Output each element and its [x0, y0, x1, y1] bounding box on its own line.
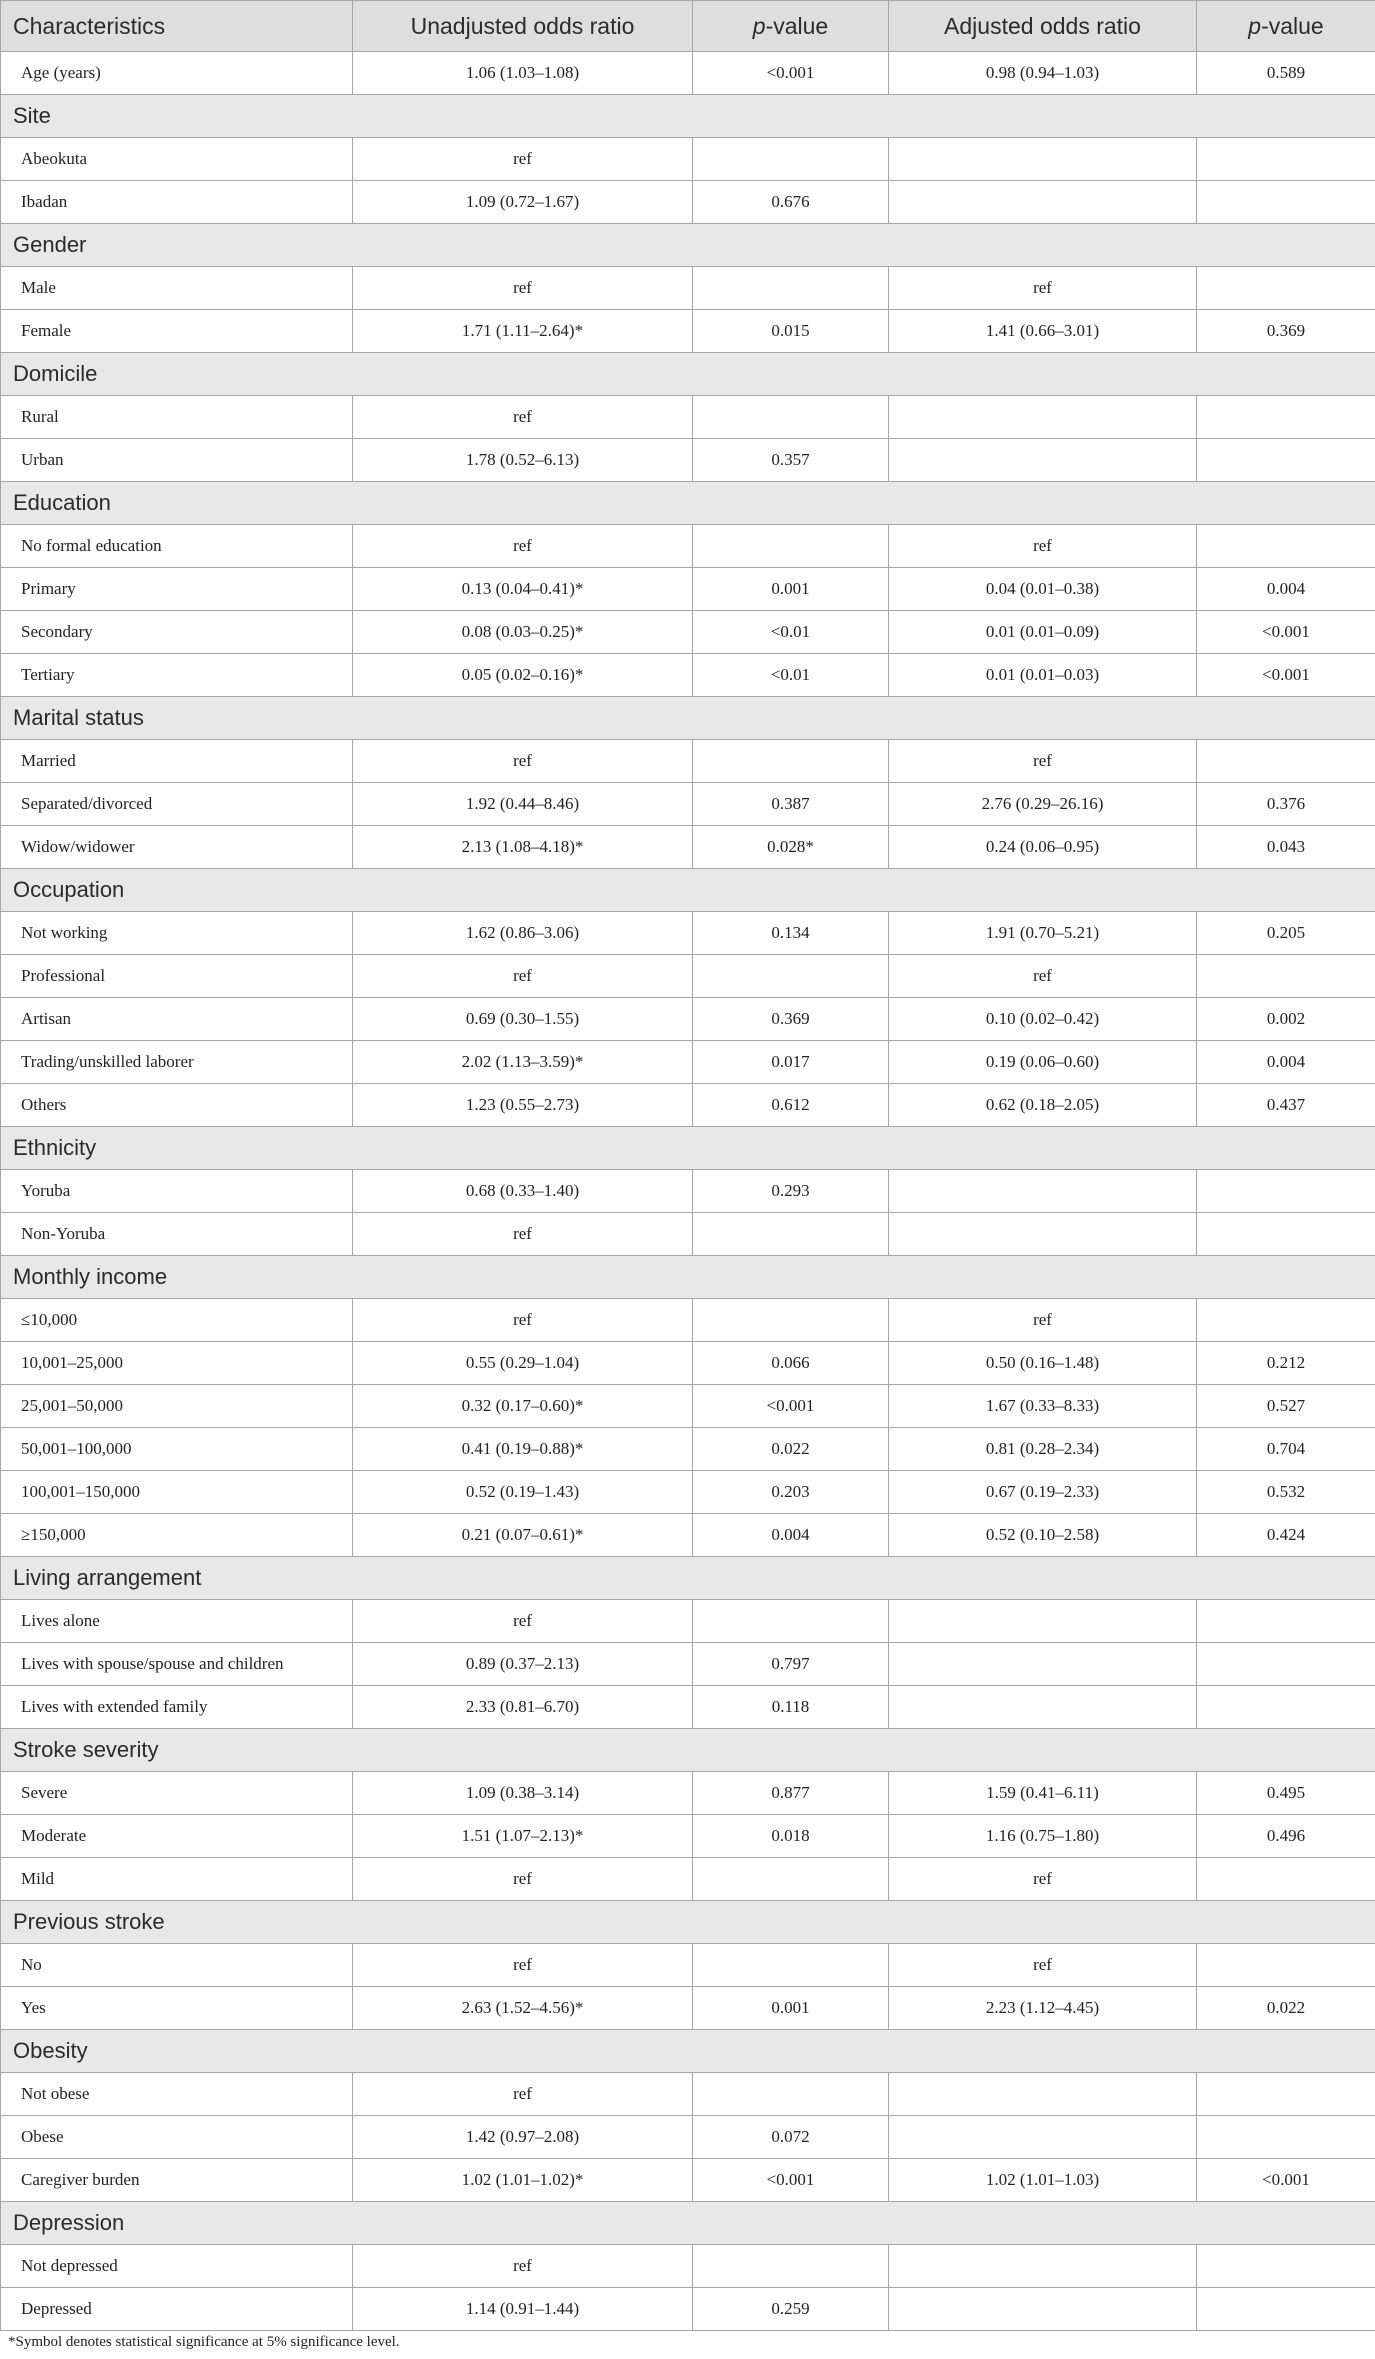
adjusted-or-cell — [889, 2245, 1197, 2288]
characteristic-cell: Moderate — [1, 1815, 353, 1858]
adjusted-p-cell — [1197, 1213, 1375, 1256]
adjusted-or-cell: ref — [889, 740, 1197, 783]
unadjusted-p-cell — [693, 1299, 889, 1342]
table-row — [1, 181, 1375, 224]
adjusted-or-cell — [889, 1600, 1197, 1643]
characteristic-cell: Abeokuta — [1, 138, 353, 181]
header-adjusted-p-value — [1197, 1, 1375, 52]
unadjusted-or-cell: ref — [353, 1944, 693, 1987]
section-label: Marital status — [1, 697, 1375, 740]
adjusted-p-cell: 0.527 — [1197, 1385, 1375, 1428]
unadjusted-or-cell: 1.51 (1.07–2.13)* — [353, 1815, 693, 1858]
adjusted-p-cell — [1197, 740, 1375, 783]
table-row — [1, 654, 1375, 697]
section-header-row — [1, 1127, 1375, 1170]
adjusted-or-cell: 0.62 (0.18–2.05) — [889, 1084, 1197, 1127]
table-row — [1, 138, 1375, 181]
unadjusted-p-cell: <0.001 — [693, 2159, 889, 2202]
unadjusted-p-cell: 0.293 — [693, 1170, 889, 1213]
unadjusted-or-cell: 0.41 (0.19–0.88)* — [353, 1428, 693, 1471]
adjusted-p-cell: 0.004 — [1197, 568, 1375, 611]
adjusted-p-cell — [1197, 955, 1375, 998]
unadjusted-p-cell: 0.017 — [693, 1041, 889, 1084]
adjusted-p-cell: <0.001 — [1197, 654, 1375, 697]
characteristic-cell: Yoruba — [1, 1170, 353, 1213]
adjusted-p-cell: 0.022 — [1197, 1987, 1375, 2030]
unadjusted-or-cell: 0.21 (0.07–0.61)* — [353, 1514, 693, 1557]
section-header-row — [1, 2030, 1375, 2073]
characteristic-cell: 100,001–150,000 — [1, 1471, 353, 1514]
characteristic-cell: 50,001–100,000 — [1, 1428, 353, 1471]
adjusted-p-cell: 0.437 — [1197, 1084, 1375, 1127]
unadjusted-or-cell: 0.69 (0.30–1.55) — [353, 998, 693, 1041]
unadjusted-p-cell: <0.01 — [693, 611, 889, 654]
table-row — [1, 1944, 1375, 1987]
table-row — [1, 439, 1375, 482]
unadjusted-or-cell: ref — [353, 267, 693, 310]
adjusted-p-cell — [1197, 525, 1375, 568]
adjusted-or-cell: ref — [889, 525, 1197, 568]
section-header-row — [1, 1729, 1375, 1772]
section-label: Stroke severity — [1, 1729, 1375, 1772]
section-header-row — [1, 2202, 1375, 2245]
table-row — [1, 1643, 1375, 1686]
section-header-row — [1, 353, 1375, 396]
adjusted-p-cell: 0.424 — [1197, 1514, 1375, 1557]
unadjusted-p-cell — [693, 396, 889, 439]
section-header-row — [1, 1256, 1375, 1299]
unadjusted-p-cell: 0.022 — [693, 1428, 889, 1471]
adjusted-p-cell: 0.205 — [1197, 912, 1375, 955]
table-row — [1, 1041, 1375, 1084]
adjusted-p-cell — [1197, 1858, 1375, 1901]
adjusted-p-cell — [1197, 1170, 1375, 1213]
characteristic-cell: Caregiver burden — [1, 2159, 353, 2202]
characteristic-cell: ≥150,000 — [1, 1514, 353, 1557]
unadjusted-p-cell: 0.676 — [693, 181, 889, 224]
header-p-italic: p — [752, 12, 766, 39]
unadjusted-or-cell: 0.52 (0.19–1.43) — [353, 1471, 693, 1514]
adjusted-or-cell — [889, 1170, 1197, 1213]
adjusted-or-cell — [889, 181, 1197, 224]
table-row — [1, 2288, 1375, 2331]
adjusted-p-cell: 0.532 — [1197, 1471, 1375, 1514]
adjusted-or-cell: 0.19 (0.06–0.60) — [889, 1041, 1197, 1084]
adjusted-or-cell: 0.81 (0.28–2.34) — [889, 1428, 1197, 1471]
table-row — [1, 2073, 1375, 2116]
characteristic-cell: No — [1, 1944, 353, 1987]
table-row — [1, 568, 1375, 611]
table-row — [1, 955, 1375, 998]
unadjusted-p-cell: <0.001 — [693, 52, 889, 95]
header-p-italic: p — [1248, 12, 1262, 39]
table-row — [1, 783, 1375, 826]
unadjusted-or-cell: 1.71 (1.11–2.64)* — [353, 310, 693, 353]
unadjusted-or-cell: 2.02 (1.13–3.59)* — [353, 1041, 693, 1084]
characteristic-cell: Not obese — [1, 2073, 353, 2116]
unadjusted-p-cell — [693, 1858, 889, 1901]
section-label: Ethnicity — [1, 1127, 1375, 1170]
characteristic-cell: Married — [1, 740, 353, 783]
table-row — [1, 2116, 1375, 2159]
characteristic-cell: Non-Yoruba — [1, 1213, 353, 1256]
characteristic-cell: Depressed — [1, 2288, 353, 2331]
unadjusted-p-cell: 0.072 — [693, 2116, 889, 2159]
unadjusted-or-cell: 1.09 (0.38–3.14) — [353, 1772, 693, 1815]
header-unadjusted-odds-ratio: Unadjusted odds ratio — [353, 1, 693, 52]
unadjusted-or-cell: 0.55 (0.29–1.04) — [353, 1342, 693, 1385]
adjusted-p-cell — [1197, 1643, 1375, 1686]
unadjusted-p-cell: 0.387 — [693, 783, 889, 826]
unadjusted-p-cell: 0.004 — [693, 1514, 889, 1557]
adjusted-or-cell — [889, 396, 1197, 439]
unadjusted-p-cell — [693, 1600, 889, 1643]
header-unadjusted-p-value — [693, 1, 889, 52]
unadjusted-p-cell: 0.018 — [693, 1815, 889, 1858]
adjusted-or-cell: 0.01 (0.01–0.09) — [889, 611, 1197, 654]
table-row — [1, 52, 1375, 95]
characteristic-cell: Professional — [1, 955, 353, 998]
header-p-suffix: -value — [1261, 12, 1324, 39]
table-footnote: *Symbol denotes statistical significance at 5% significance level. — [8, 2334, 400, 2350]
adjusted-p-cell — [1197, 2288, 1375, 2331]
characteristic-cell: ≤10,000 — [1, 1299, 353, 1342]
unadjusted-or-cell: 1.09 (0.72–1.67) — [353, 181, 693, 224]
adjusted-p-cell: 0.495 — [1197, 1772, 1375, 1815]
section-label: Living arrangement — [1, 1557, 1375, 1600]
characteristic-cell: Not working — [1, 912, 353, 955]
section-label: Domicile — [1, 353, 1375, 396]
adjusted-or-cell: 1.59 (0.41–6.11) — [889, 1772, 1197, 1815]
characteristic-cell: Trading/unskilled laborer — [1, 1041, 353, 1084]
section-header-row — [1, 95, 1375, 138]
table-row — [1, 740, 1375, 783]
unadjusted-p-cell: <0.01 — [693, 654, 889, 697]
unadjusted-p-cell — [693, 267, 889, 310]
adjusted-or-cell: 1.41 (0.66–3.01) — [889, 310, 1197, 353]
adjusted-p-cell: 0.002 — [1197, 998, 1375, 1041]
unadjusted-or-cell: 0.89 (0.37–2.13) — [353, 1643, 693, 1686]
adjusted-or-cell: 1.91 (0.70–5.21) — [889, 912, 1197, 955]
characteristic-cell: 10,001–25,000 — [1, 1342, 353, 1385]
unadjusted-p-cell: 0.369 — [693, 998, 889, 1041]
adjusted-p-cell — [1197, 2116, 1375, 2159]
table-row — [1, 1084, 1375, 1127]
header-adjusted-odds-ratio: Adjusted odds ratio — [889, 1, 1197, 52]
table-row — [1, 611, 1375, 654]
header-characteristics: Characteristics — [1, 1, 353, 52]
adjusted-or-cell: ref — [889, 1858, 1197, 1901]
adjusted-or-cell: 0.01 (0.01–0.03) — [889, 654, 1197, 697]
section-header-row — [1, 869, 1375, 912]
unadjusted-p-cell — [693, 1213, 889, 1256]
table-row — [1, 1213, 1375, 1256]
adjusted-p-cell — [1197, 1600, 1375, 1643]
table-row — [1, 2159, 1375, 2202]
table-row — [1, 1772, 1375, 1815]
adjusted-p-cell: 0.704 — [1197, 1428, 1375, 1471]
table-row — [1, 1815, 1375, 1858]
adjusted-p-cell — [1197, 1944, 1375, 1987]
unadjusted-or-cell: ref — [353, 1299, 693, 1342]
unadjusted-or-cell: 2.33 (0.81–6.70) — [353, 1686, 693, 1729]
unadjusted-p-cell: 0.203 — [693, 1471, 889, 1514]
adjusted-or-cell: 2.76 (0.29–26.16) — [889, 783, 1197, 826]
table-row — [1, 912, 1375, 955]
table-row — [1, 998, 1375, 1041]
unadjusted-or-cell: 1.78 (0.52–6.13) — [353, 439, 693, 482]
characteristic-cell: Mild — [1, 1858, 353, 1901]
adjusted-or-cell: 1.02 (1.01–1.03) — [889, 2159, 1197, 2202]
unadjusted-p-cell: 0.134 — [693, 912, 889, 955]
unadjusted-or-cell: ref — [353, 2073, 693, 2116]
unadjusted-p-cell: 0.612 — [693, 1084, 889, 1127]
adjusted-or-cell: 0.67 (0.19–2.33) — [889, 1471, 1197, 1514]
section-label: Education — [1, 482, 1375, 525]
adjusted-or-cell: 1.16 (0.75–1.80) — [889, 1815, 1197, 1858]
unadjusted-p-cell — [693, 740, 889, 783]
adjusted-p-cell — [1197, 138, 1375, 181]
adjusted-p-cell: <0.001 — [1197, 611, 1375, 654]
unadjusted-or-cell: ref — [353, 955, 693, 998]
adjusted-or-cell — [889, 138, 1197, 181]
adjusted-p-cell — [1197, 267, 1375, 310]
unadjusted-p-cell: 0.877 — [693, 1772, 889, 1815]
section-header-row — [1, 224, 1375, 267]
adjusted-or-cell: ref — [889, 1299, 1197, 1342]
adjusted-p-cell — [1197, 1299, 1375, 1342]
unadjusted-p-cell: 0.028* — [693, 826, 889, 869]
unadjusted-or-cell: 1.62 (0.86–3.06) — [353, 912, 693, 955]
table-row — [1, 1385, 1375, 1428]
adjusted-p-cell — [1197, 2245, 1375, 2288]
unadjusted-or-cell: ref — [353, 396, 693, 439]
adjusted-or-cell — [889, 2073, 1197, 2116]
adjusted-or-cell — [889, 1213, 1197, 1256]
characteristic-cell: Urban — [1, 439, 353, 482]
characteristic-cell: Lives with extended family — [1, 1686, 353, 1729]
adjusted-p-cell: 0.369 — [1197, 310, 1375, 353]
unadjusted-p-cell — [693, 955, 889, 998]
characteristic-cell: Lives with spouse/spouse and children — [1, 1643, 353, 1686]
characteristic-cell: Female — [1, 310, 353, 353]
section-label: Obesity — [1, 2030, 1375, 2073]
adjusted-p-cell — [1197, 396, 1375, 439]
table-row — [1, 1600, 1375, 1643]
unadjusted-or-cell: 0.08 (0.03–0.25)* — [353, 611, 693, 654]
unadjusted-or-cell: ref — [353, 1858, 693, 1901]
unadjusted-or-cell: ref — [353, 525, 693, 568]
characteristic-cell: Male — [1, 267, 353, 310]
characteristic-cell: 25,001–50,000 — [1, 1385, 353, 1428]
table-row — [1, 310, 1375, 353]
section-label: Depression — [1, 2202, 1375, 2245]
unadjusted-p-cell: 0.001 — [693, 1987, 889, 2030]
characteristic-cell: Separated/divorced — [1, 783, 353, 826]
characteristic-cell: Others — [1, 1084, 353, 1127]
table-row — [1, 1299, 1375, 1342]
characteristic-cell: Widow/widower — [1, 826, 353, 869]
adjusted-p-cell: 0.004 — [1197, 1041, 1375, 1084]
characteristic-cell: Lives alone — [1, 1600, 353, 1643]
adjusted-or-cell: 1.67 (0.33–8.33) — [889, 1385, 1197, 1428]
adjusted-or-cell — [889, 1686, 1197, 1729]
adjusted-p-cell — [1197, 1686, 1375, 1729]
characteristic-cell: Tertiary — [1, 654, 353, 697]
characteristic-cell: Age (years) — [1, 52, 353, 95]
table-row — [1, 1170, 1375, 1213]
unadjusted-p-cell — [693, 1944, 889, 1987]
adjusted-or-cell: 0.04 (0.01–0.38) — [889, 568, 1197, 611]
unadjusted-or-cell: 0.13 (0.04–0.41)* — [353, 568, 693, 611]
characteristic-cell: Not depressed — [1, 2245, 353, 2288]
section-label: Occupation — [1, 869, 1375, 912]
section-header-row — [1, 697, 1375, 740]
adjusted-p-cell: 0.043 — [1197, 826, 1375, 869]
unadjusted-or-cell: 0.05 (0.02–0.16)* — [353, 654, 693, 697]
adjusted-or-cell: 0.50 (0.16–1.48) — [889, 1342, 1197, 1385]
adjusted-p-cell: 0.589 — [1197, 52, 1375, 95]
section-label: Site — [1, 95, 1375, 138]
adjusted-p-cell: 0.212 — [1197, 1342, 1375, 1385]
unadjusted-p-cell: 0.015 — [693, 310, 889, 353]
unadjusted-p-cell — [693, 525, 889, 568]
adjusted-p-cell: 0.376 — [1197, 783, 1375, 826]
section-label: Gender — [1, 224, 1375, 267]
unadjusted-or-cell: 1.42 (0.97–2.08) — [353, 2116, 693, 2159]
unadjusted-p-cell: 0.001 — [693, 568, 889, 611]
unadjusted-p-cell: 0.259 — [693, 2288, 889, 2331]
table-row — [1, 1342, 1375, 1385]
unadjusted-or-cell: ref — [353, 138, 693, 181]
adjusted-or-cell: 0.52 (0.10–2.58) — [889, 1514, 1197, 1557]
table-row — [1, 1686, 1375, 1729]
unadjusted-or-cell: 0.68 (0.33–1.40) — [353, 1170, 693, 1213]
adjusted-or-cell: ref — [889, 267, 1197, 310]
unadjusted-or-cell: 2.63 (1.52–4.56)* — [353, 1987, 693, 2030]
table-row — [1, 1428, 1375, 1471]
table-row — [1, 1858, 1375, 1901]
adjusted-or-cell: ref — [889, 1944, 1197, 1987]
adjusted-or-cell — [889, 439, 1197, 482]
characteristic-cell: Yes — [1, 1987, 353, 2030]
characteristic-cell: Severe — [1, 1772, 353, 1815]
characteristic-cell: Ibadan — [1, 181, 353, 224]
unadjusted-or-cell: 1.06 (1.03–1.08) — [353, 52, 693, 95]
adjusted-p-cell: <0.001 — [1197, 2159, 1375, 2202]
table-header-row — [1, 1, 1375, 52]
unadjusted-or-cell: ref — [353, 2245, 693, 2288]
table-row — [1, 267, 1375, 310]
adjusted-or-cell: 0.10 (0.02–0.42) — [889, 998, 1197, 1041]
adjusted-or-cell: ref — [889, 955, 1197, 998]
unadjusted-p-cell — [693, 2245, 889, 2288]
section-label: Previous stroke — [1, 1901, 1375, 1944]
unadjusted-p-cell: <0.001 — [693, 1385, 889, 1428]
unadjusted-or-cell: 1.14 (0.91–1.44) — [353, 2288, 693, 2331]
table-row — [1, 2245, 1375, 2288]
characteristic-cell: No formal education — [1, 525, 353, 568]
section-header-row — [1, 482, 1375, 525]
table-row — [1, 525, 1375, 568]
adjusted-p-cell — [1197, 2073, 1375, 2116]
section-header-row — [1, 1557, 1375, 1600]
adjusted-or-cell: 0.24 (0.06–0.95) — [889, 826, 1197, 869]
table-row — [1, 1987, 1375, 2030]
unadjusted-p-cell — [693, 2073, 889, 2116]
adjusted-p-cell — [1197, 181, 1375, 224]
section-label: Monthly income — [1, 1256, 1375, 1299]
adjusted-p-cell: 0.496 — [1197, 1815, 1375, 1858]
unadjusted-or-cell: 1.02 (1.01–1.02)* — [353, 2159, 693, 2202]
unadjusted-or-cell: 1.92 (0.44–8.46) — [353, 783, 693, 826]
unadjusted-p-cell: 0.797 — [693, 1643, 889, 1686]
table-row — [1, 1471, 1375, 1514]
unadjusted-or-cell: 2.13 (1.08–4.18)* — [353, 826, 693, 869]
adjusted-p-cell — [1197, 439, 1375, 482]
unadjusted-or-cell: ref — [353, 1600, 693, 1643]
unadjusted-p-cell: 0.066 — [693, 1342, 889, 1385]
adjusted-or-cell: 0.98 (0.94–1.03) — [889, 52, 1197, 95]
section-header-row — [1, 1901, 1375, 1944]
unadjusted-p-cell: 0.357 — [693, 439, 889, 482]
unadjusted-or-cell: 1.23 (0.55–2.73) — [353, 1084, 693, 1127]
adjusted-or-cell: 2.23 (1.12–4.45) — [889, 1987, 1197, 2030]
unadjusted-or-cell: 0.32 (0.17–0.60)* — [353, 1385, 693, 1428]
adjusted-or-cell — [889, 2288, 1197, 2331]
adjusted-or-cell — [889, 2116, 1197, 2159]
unadjusted-p-cell — [693, 138, 889, 181]
unadjusted-or-cell: ref — [353, 740, 693, 783]
unadjusted-p-cell: 0.118 — [693, 1686, 889, 1729]
table-row — [1, 396, 1375, 439]
characteristic-cell: Secondary — [1, 611, 353, 654]
table-row — [1, 826, 1375, 869]
characteristic-cell: Artisan — [1, 998, 353, 1041]
characteristic-cell: Obese — [1, 2116, 353, 2159]
table-row — [1, 1514, 1375, 1557]
adjusted-or-cell — [889, 1643, 1197, 1686]
characteristic-cell: Rural — [1, 396, 353, 439]
characteristic-cell: Primary — [1, 568, 353, 611]
unadjusted-or-cell: ref — [353, 1213, 693, 1256]
table-body — [1, 52, 1375, 2331]
header-p-suffix: -value — [765, 12, 829, 39]
